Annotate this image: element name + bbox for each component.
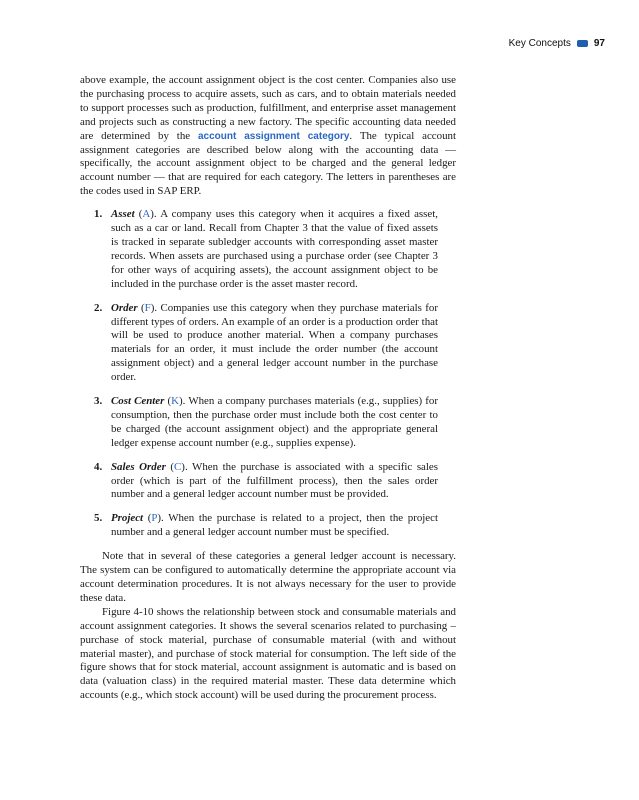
intro-text-start: above example, the account assignment object is the cost center. Companies also use the purchasing process to acquire assets, such as cars, and to obtain materials needed to support processes such as production, fulfillment, and enterprise asset management and projects such as constructing a new factory. The specific accounting data needed are determined by the	[80, 74, 456, 142]
category-name: Asset	[111, 208, 135, 221]
category-code: P	[151, 512, 158, 525]
item-number: 1.	[94, 208, 103, 221]
category-description: . Companies use this category when they purchase materials for different types of orders. An example of an order is a production order that will be used to produce another material. When a company purchases materials for an order, it must include the order number (the account assignment object) and a general ledger account number in the purchase order.	[111, 301, 438, 384]
category-name: Project	[111, 512, 144, 525]
item-number: 2.	[94, 301, 103, 314]
list-item: 2. Order (F). Companies use this category when they purchase materials for different types of orders. An example of an order is a production order that will be used to produce another material. When a company purchases materials for an order, it must include the order number (the account assignment object) and a general ledger account number in the purchase order.	[94, 301, 438, 384]
category-description: . When the purchase is associated with a specific sales order (which is part of the fulfillment process), then the sales order number and a general ledger account number must be provided.	[111, 460, 438, 501]
category-description: . A company uses this category when it acquires a fixed asset, such as a car or land. Recall from Chapter 3 that the value of fixed assets is tracked in separate subledger accounts with corresponding asset master records. When assets are purchased using a purchase order (see Chapter 3 for other ways of acquiring assets), the account assignment object to be included in the purchase order is the asset master record.	[111, 208, 438, 290]
category-description: . When the purchase is related to a project, then the project number and a general ledger account number must be specified.	[111, 512, 438, 539]
category-list	[80, 208, 456, 540]
intro-paragraph	[80, 74, 456, 199]
category-code: K	[171, 395, 180, 408]
category-code: C	[174, 460, 182, 473]
key-term: account assignment category	[197, 130, 350, 142]
list-item: 4. Sales Order (C). When the purchase is associated with a specific sales order (which is part of the fulfillment process), then the sales order number and a general ledger account number must be provided.	[94, 460, 438, 501]
note-paragraph: Note that in several of these categories a general ledger account is necessary. The system can be configured to automatically determine the appropriate account via account determination procedures. It is not always necessary for the user to provide these data.	[80, 550, 456, 604]
section-title: Key Concepts	[508, 38, 571, 49]
category-code: A	[142, 208, 151, 221]
list-item: 1. Asset (A). A company uses this category when it acquires a fixed asset, such as a car or land. Recall from Chapter 3 that the value of fixed assets is tracked in separate subledger accounts with corresponding asset master records. When assets are purchased using a purchase order (see Chapter 3 for other ways of acquiring assets), the account assignment object to be included in the purchase order is the asset master record.	[94, 208, 438, 290]
figure-paragraph: Figure 4-10 shows the relationship between stock and consumable materials and account assignment categories. It shows the several scenarios related to purchasing – purchase of stock material, purchase of consumable material (with and without material master), and purchase of stock material for consumption. The left side of the figure shows that for stock material, account assignment is automatic and is based on data (valuation class) in the required material master. These data determine which accounts (e.g., which stock account) will be used during the procurement process.	[80, 605, 456, 702]
body-text	[80, 74, 456, 703]
category-description: . When a company purchases materials (e.g., supplies) for consumption, then the purchase order must include both the cost center to be charged (the account assignment object) and the appropriate general ledger expense account number (e.g., supplies expense).	[111, 395, 438, 449]
item-number: 5.	[94, 512, 103, 525]
category-code: F	[144, 301, 151, 314]
item-number: 3.	[94, 395, 103, 408]
intro-text-end: . The typical account assignment categories are described below along with the accounting data — specifically, the account assignment object to be charged and the general ledger account number — that are required for each category. The letters in parentheses are the codes used in SAP ERP.	[80, 129, 456, 198]
page-number: 97	[593, 38, 605, 49]
category-name: Sales Order	[111, 460, 166, 473]
category-name: Order	[111, 301, 138, 314]
list-item: 5. Project (P). When the purchase is related to a project, then the project number and a general ledger account number must be specified.	[94, 512, 438, 539]
item-number: 4.	[94, 460, 103, 473]
section-marker-icon	[577, 40, 588, 47]
category-name: Cost Center	[111, 395, 165, 408]
running-header	[509, 38, 605, 49]
list-item: 3. Cost Center (K). When a company purchases materials (e.g., supplies) for consumption, then the purchase order must include both the cost center to be charged (the account assignment object) and the appropriate general ledger expense account number (e.g., supplies expense).	[94, 395, 438, 449]
